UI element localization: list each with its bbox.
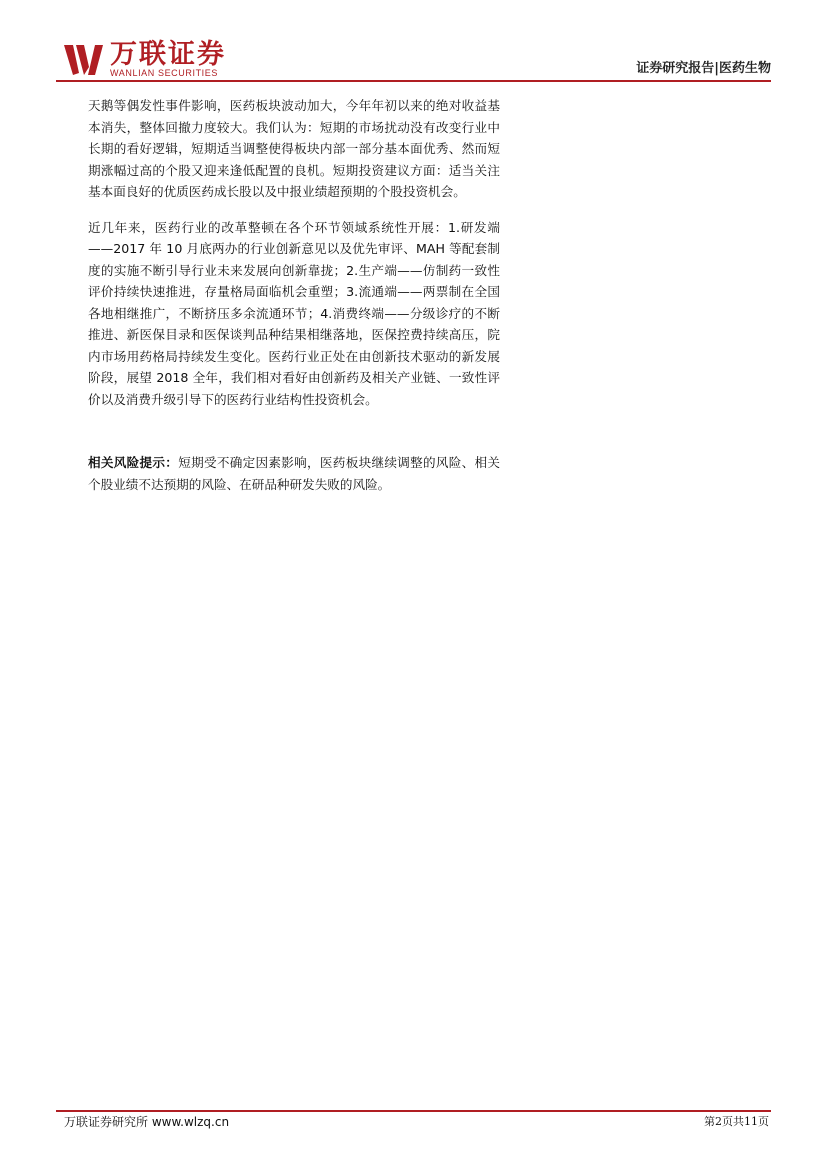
body-paragraph-1: 天鹅等偶发性事件影响，医药板块波动加大，今年年初以来的绝对收益基本消失，整体回撤力度较大。我们认为：短期的市场扰动没有改变行业中长期的看好逻辑，短期适当调整使得板块内部一部分基本面优秀、然而短期涨幅过高的个股又迎来逢低配置的良机。短期投资建议方面：适当关注基本面良好的优质医药成长股以及中报业绩超预期的个股投资机会。 xyxy=(88,98,500,199)
risk-warning-label: 相关风险提示： xyxy=(88,455,179,470)
footer-page-number: 第2页共11页 xyxy=(704,1115,769,1128)
report-type-title: 证券研究报告|医药生物 xyxy=(636,61,771,76)
body-paragraph-2: 近几年来，医药行业的改革整顿在各个环节领域系统性开展：1.研发端——2017 年 10 月底两办的行业创新意见以及优先审评、MAH 等配套制度的实施不断引导行业未来发展向创新靠拢；2.生产端——仿制药一致性评价持续快速推进，存量格局面临机会重塑；3.流通端——两票制在全国各地相继推广，不断挤压多余流通环节；4.消费终端——分级诊疗的不断推进、新医保目录和医保谈判品种结果相继落地，医保控费持续高压，院内市场用药格局持续发生变化。医药行业正处在由创新技术驱动的新发展阶段，展望 2018 全年，我们相对看好由创新药及相关产业链、一致性评价以及消费升级引导下的医药行业结构性投资机会。 xyxy=(88,219,500,407)
page-header xyxy=(0,0,827,82)
risk-warning-paragraph xyxy=(88,452,500,495)
footer-company: 万联证券研究所 www.wlzq.cn xyxy=(64,1115,230,1129)
header-divider xyxy=(56,80,771,82)
footer-divider xyxy=(56,1110,771,1112)
wanlian-logo-icon xyxy=(64,43,104,77)
risk-warning-text: 短期受不确定因素影响，医药板块继续调整的风险、相关个股业绩不达预期的风险、在研品种研发失败的风险。 xyxy=(88,455,501,492)
logo-english-name: WANLIAN SECURITIES xyxy=(110,68,218,78)
report-body xyxy=(88,95,500,495)
logo-chinese-name: 万联证券 xyxy=(110,39,226,70)
